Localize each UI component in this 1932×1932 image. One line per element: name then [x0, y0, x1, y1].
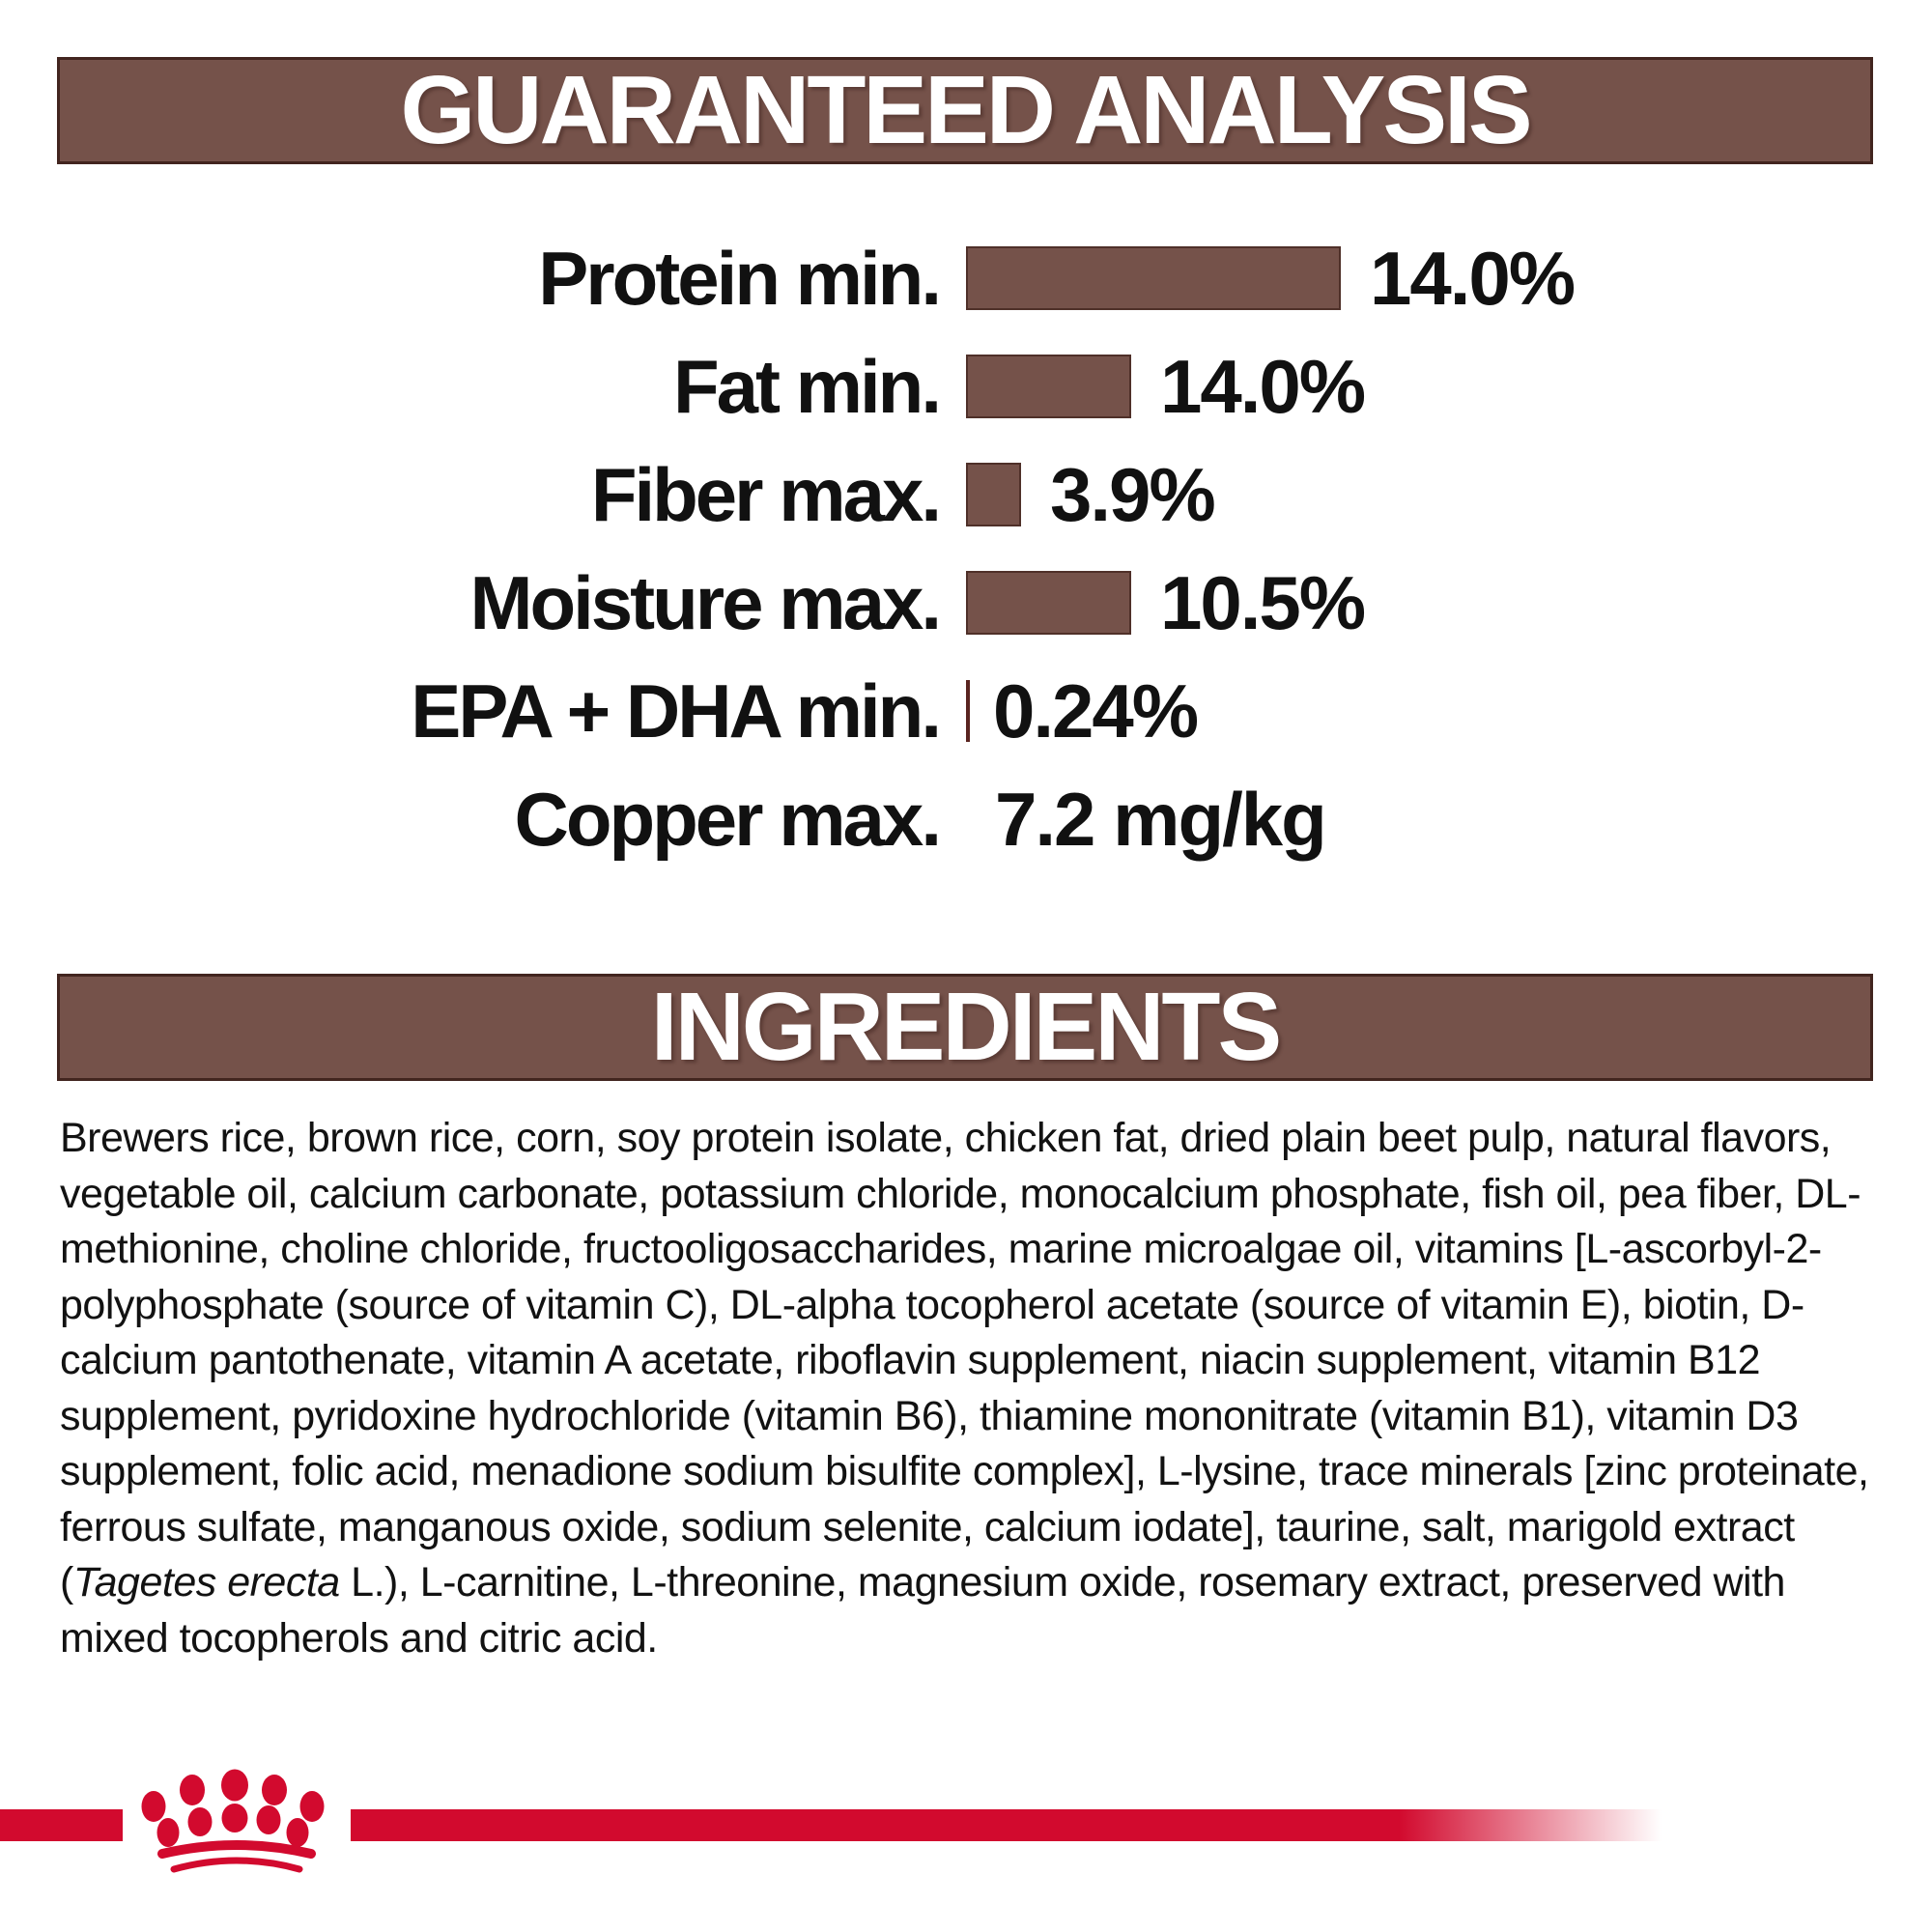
- analysis-row: [0, 332, 1932, 440]
- analysis-row: [0, 224, 1932, 332]
- analysis-value: 10.5%: [1160, 559, 1365, 645]
- analysis-label: Fiber max.: [590, 451, 939, 537]
- analysis-bar: [966, 355, 1131, 418]
- analysis-bar: [966, 571, 1131, 635]
- ingredients-species-italic: Tagetes erecta: [72, 1559, 340, 1605]
- guaranteed-analysis-header: GUARANTEED ANALYSIS: [57, 57, 1873, 164]
- royal-canin-crown-icon: [142, 1770, 325, 1870]
- analysis-bar: [966, 246, 1341, 310]
- analysis-label: EPA + DHA min.: [411, 668, 939, 753]
- analysis-row: [0, 765, 1932, 873]
- analysis-bar: [966, 463, 1021, 526]
- analysis-label: Fat min.: [672, 343, 939, 429]
- brand-stripe: [0, 1809, 1662, 1841]
- brand-band: [0, 1758, 1932, 1932]
- analysis-value: 14.0%: [1370, 235, 1575, 321]
- analysis-value: 3.9%: [1050, 451, 1214, 537]
- ingredients-paragraph: [60, 1111, 1872, 1666]
- analysis-value: 14.0%: [1160, 343, 1365, 429]
- analysis-row: [0, 549, 1932, 657]
- analysis-bar: [966, 680, 970, 742]
- ingredients-header: INGREDIENTS: [57, 974, 1873, 1081]
- analysis-value: 0.24%: [993, 668, 1198, 753]
- ingredients-text-after: L.), L-carnitine, L-threonine, magnesium oxide, rosemary extract, preserved with mixed tocopherols and citric acid.: [60, 1559, 1785, 1662]
- ingredients-text-before: Brewers rice, brown rice, corn, soy protein isolate, chicken fat, dried plain beet pulp, natural flavors, vegetable oil, calcium carbonate, potassium chloride, monocalcium phosphate, fish oil, pea fiber, DL-methionine, choline chloride, fructooligosaccharides, marine microalgae oil, vitamins [L-ascorbyl-2-polyphosphate (source of vitamin C), DL-alpha tocopherol acetate (source of vitamin E), biotin, D-calcium pantothenate, vitamin A acetate, riboflavin supplement, niacin supplement, vitamin B12 supplement, pyridoxine hydrochloride (vitamin B6), thiamine mononitrate (vitamin B1), vitamin D3 supplement, folic acid, menadione sodium bisulfite complex], L-lysine, trace minerals [zinc proteinate, ferrous sulfate, manganous oxide, sodium selenite, calcium iodate], taurine, salt, marigold extract (: [60, 1115, 1869, 1605]
- analysis-value: 7.2 mg/kg: [995, 776, 1325, 862]
- analysis-row: [0, 657, 1932, 765]
- analysis-label: Protein min.: [538, 235, 939, 321]
- analysis-rows: [0, 224, 1932, 873]
- analysis-row: [0, 440, 1932, 549]
- analysis-label: Moisture max.: [469, 559, 939, 645]
- analysis-label: Copper max.: [514, 776, 939, 862]
